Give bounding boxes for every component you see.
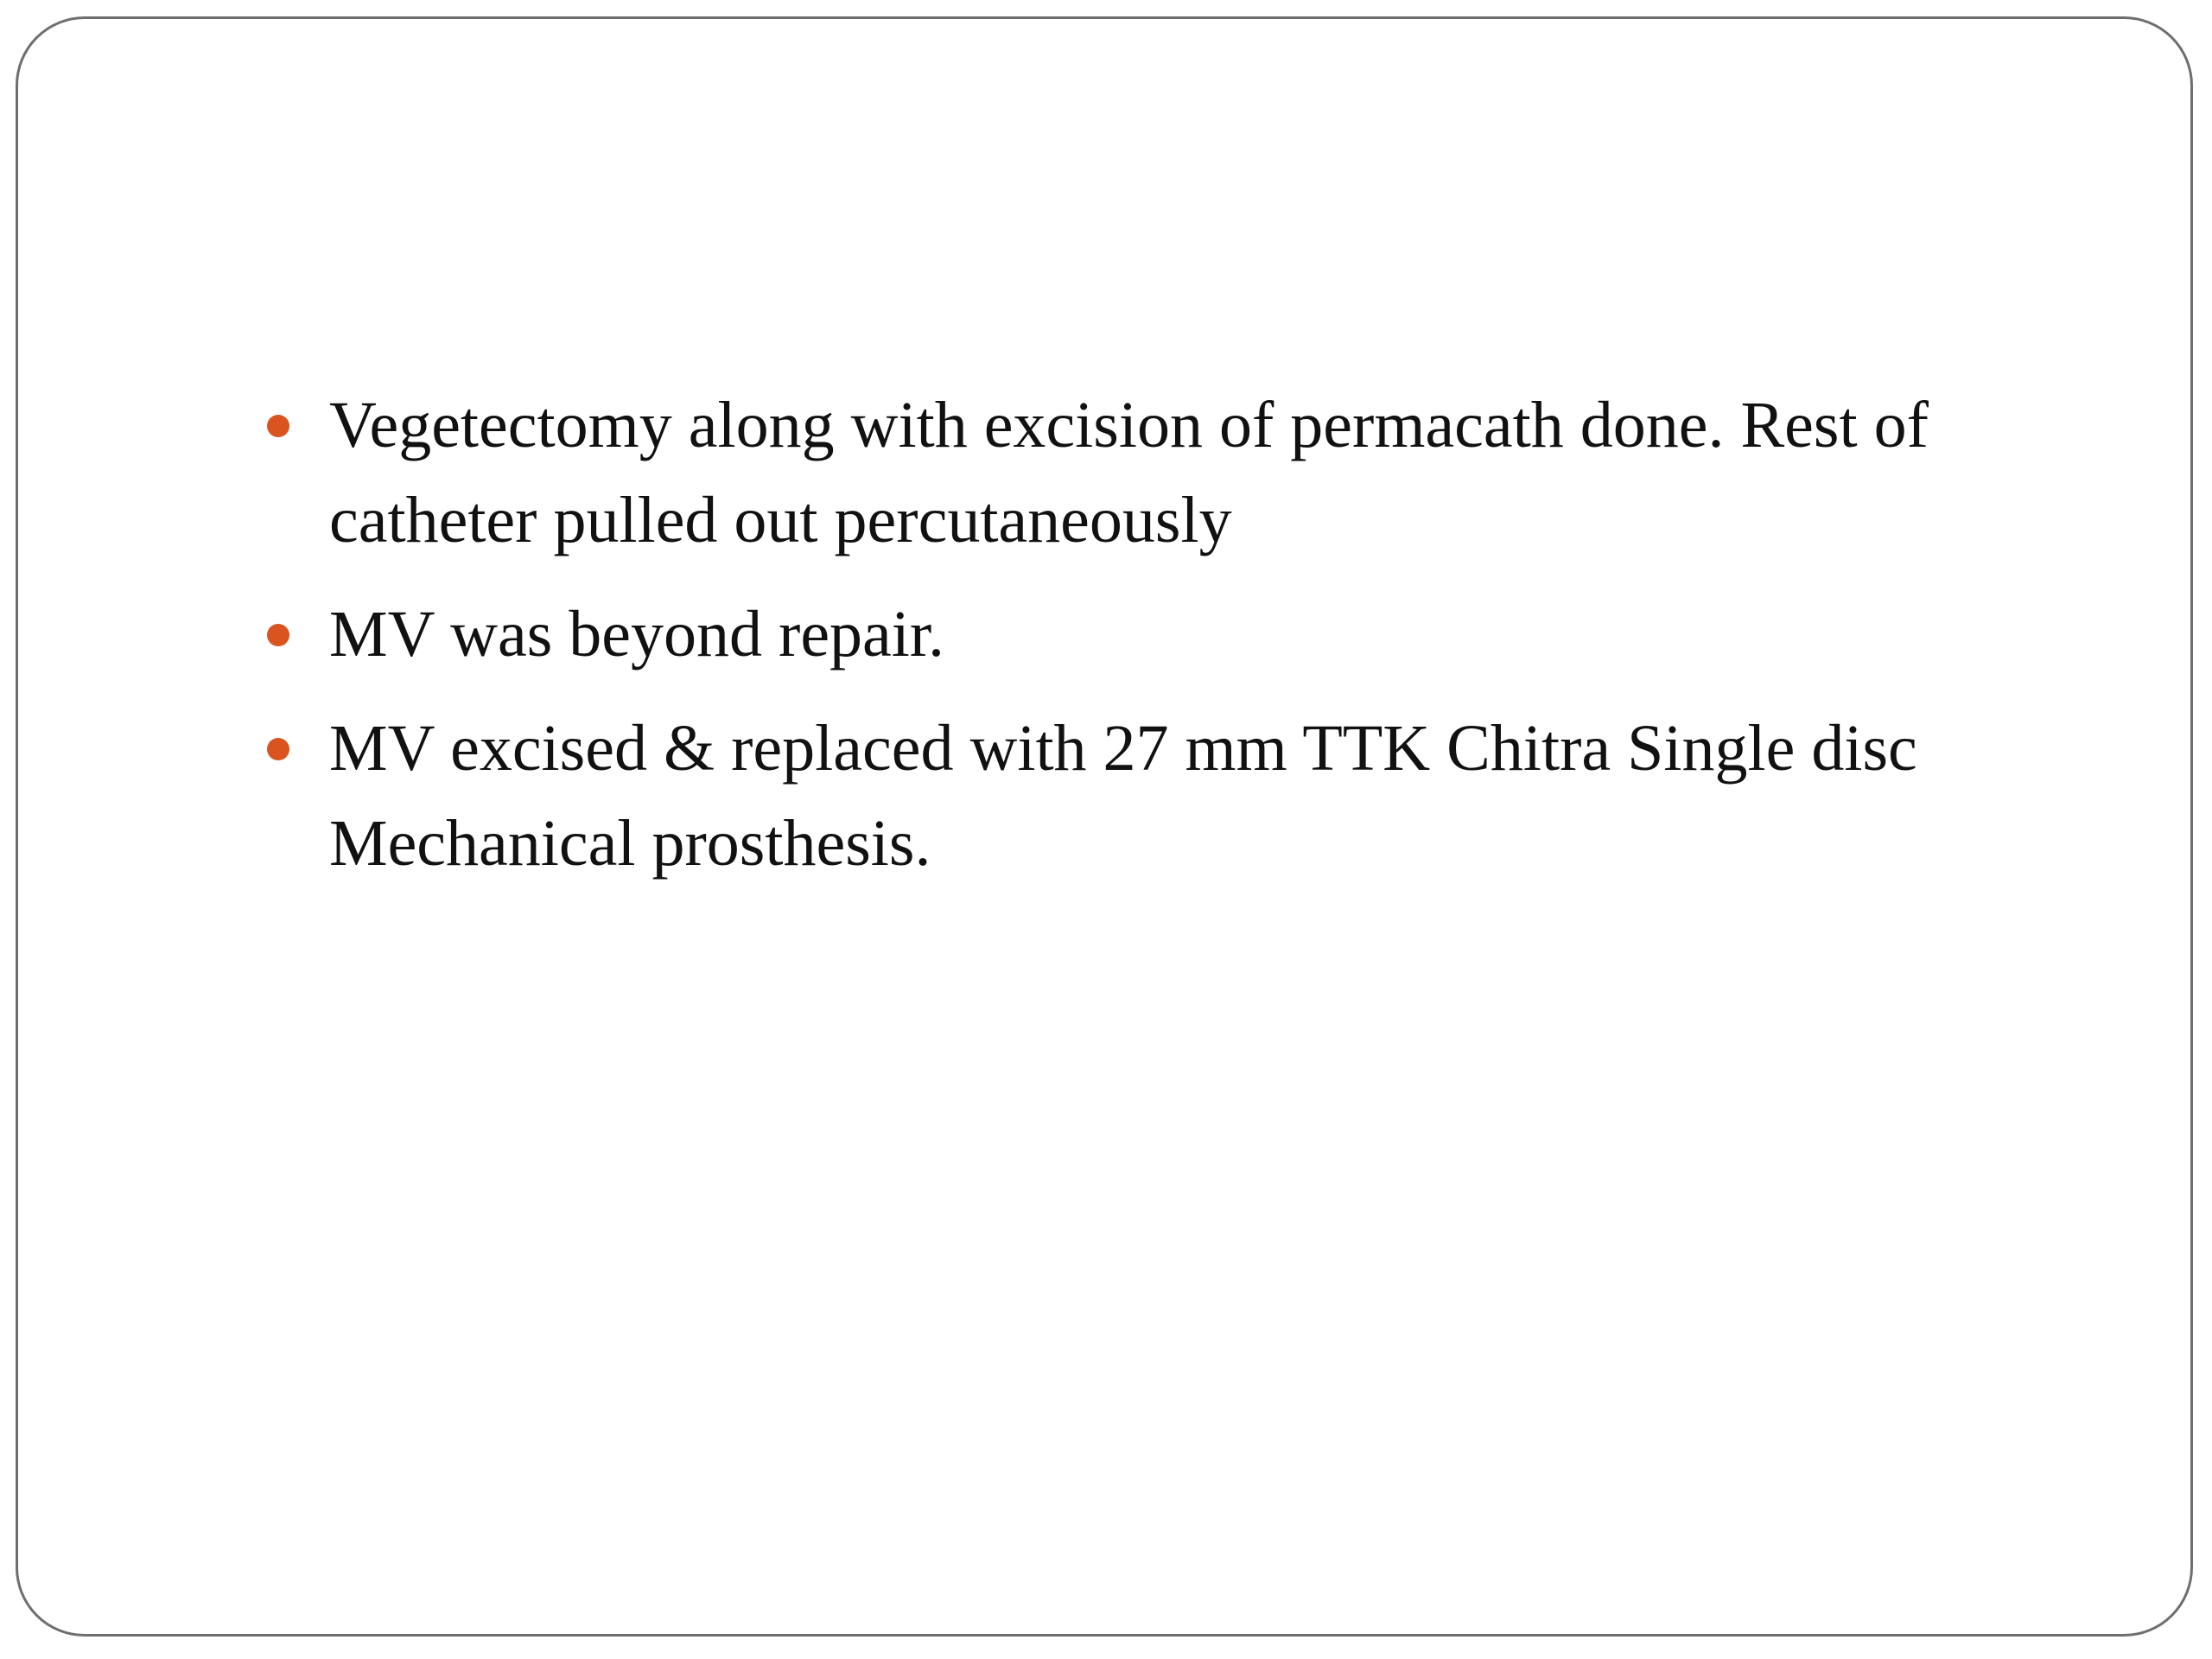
bullet-dot-icon [267, 624, 289, 646]
bullet-text-2: MV was beyond repair. [329, 598, 945, 671]
bullet-dot-icon [267, 415, 289, 437]
bullet-text-3: MV excised & replaced with 27 mm TTK Chitra Single disc Mechanical prosthesis. [329, 712, 1917, 880]
bullet-text-1: Vegetectomy along with excision of permacath done. Rest of catheter pulled out percutaneously [329, 389, 1929, 556]
bullet-dot-icon [267, 738, 289, 760]
slide-frame [16, 16, 2193, 1637]
bullet-item-3 [260, 701, 2109, 891]
bullet-item-1 [260, 378, 2109, 568]
bullet-list [260, 378, 2109, 910]
bullet-item-2 [260, 587, 2109, 682]
